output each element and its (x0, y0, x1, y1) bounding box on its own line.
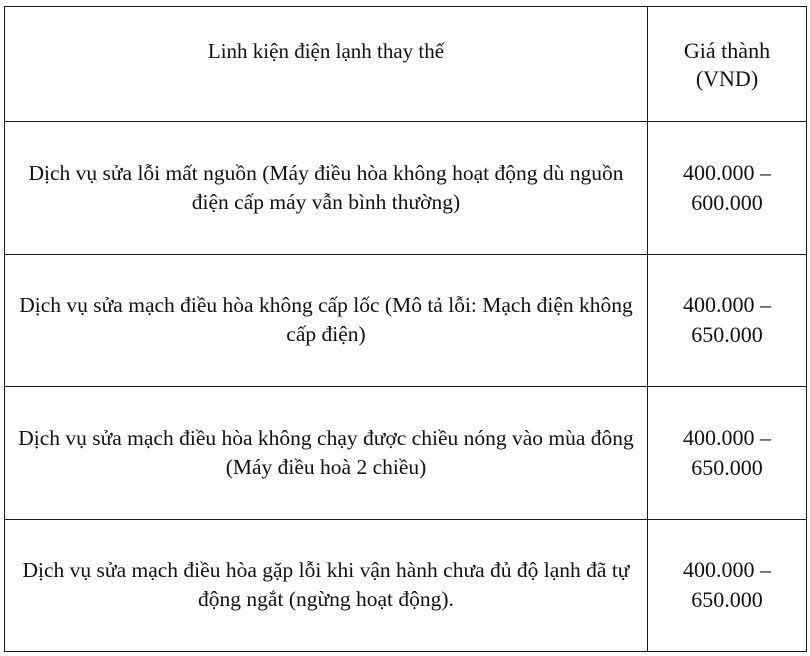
service-description: Dịch vụ sửa mạch điều hòa không chạy được chiều nóng vào mùa đông (Máy điều hoà 2 chiều) (5, 387, 648, 519)
service-price (648, 519, 807, 651)
table-row (5, 387, 807, 519)
table-row (5, 519, 807, 651)
price-table (4, 6, 807, 652)
price-line2: 650.000 (691, 454, 763, 480)
service-description: Dịch vụ sửa mạch điều hòa gặp lỗi khi vận hành chưa đủ độ lạnh đã tự động ngắt (ngừng hoạt động). (5, 519, 648, 651)
service-price (648, 387, 807, 519)
price-line1: 400.000 – (683, 557, 771, 583)
component-column-header: Linh kiện điện lạnh thay thế (5, 7, 648, 122)
price-line2: 600.000 (691, 190, 763, 216)
service-description: Dịch vụ sửa lỗi mất nguồn (Máy điều hòa không hoạt động dù nguồn điện cấp máy vẫn bình thường) (5, 122, 648, 254)
service-price (648, 122, 807, 254)
price-header-line2: (VND) (695, 66, 759, 91)
price-header-line1: Giá thành (683, 38, 771, 63)
price-column-header (648, 7, 807, 122)
price-line2: 650.000 (691, 587, 763, 613)
service-description: Dịch vụ sửa mạch điều hòa không cấp lốc (Mô tả lỗi: Mạch điện không cấp điện) (5, 254, 648, 386)
price-line1: 400.000 – (683, 292, 771, 318)
service-price (648, 254, 807, 386)
table-header-row (5, 7, 807, 122)
table-row (5, 254, 807, 386)
price-line1: 400.000 – (683, 160, 771, 186)
price-line2: 650.000 (691, 322, 763, 348)
price-line1: 400.000 – (683, 424, 771, 450)
table-row (5, 122, 807, 254)
